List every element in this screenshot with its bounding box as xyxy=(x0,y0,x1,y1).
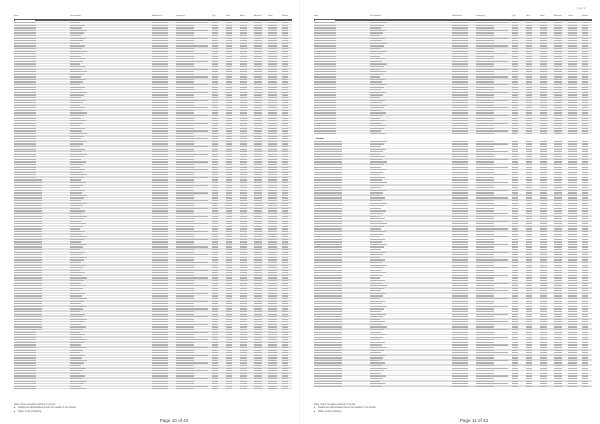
table-cell xyxy=(314,386,342,387)
footnote-line: Details are abbreviated where the header is not shown. xyxy=(314,406,377,409)
column-header: Item xyxy=(314,15,319,17)
table-row xyxy=(314,385,592,388)
table-cell xyxy=(152,388,168,389)
column-header: Status xyxy=(282,15,289,17)
table-cell xyxy=(14,388,36,389)
footnote-line: Note: Some remarks prefixed in the list xyxy=(314,403,356,406)
column-header: Unit xyxy=(226,15,230,17)
table-cell xyxy=(240,388,247,389)
bullet-icon xyxy=(314,411,315,412)
page-number: Page 10 of 42 xyxy=(159,418,189,423)
footnote-line: Details are abbreviated where the header is not shown. xyxy=(14,406,77,409)
table-cell xyxy=(226,388,232,389)
table-cell xyxy=(370,386,382,387)
bullet-icon xyxy=(14,407,15,408)
table-cell xyxy=(70,388,86,389)
page-footnotes xyxy=(314,403,377,413)
column-header: Description xyxy=(70,15,81,17)
data-table-left xyxy=(14,15,292,390)
page-number: Page 11 of 42 xyxy=(459,418,489,423)
table-cell xyxy=(540,386,547,387)
table-rows xyxy=(14,19,292,390)
column-header: Description xyxy=(370,15,381,17)
bullet-icon xyxy=(314,407,315,408)
footnote-line: Refer to the full listing. xyxy=(314,410,377,413)
column-header: Category xyxy=(176,15,185,17)
table-cell xyxy=(212,388,218,389)
column-header: Qty xyxy=(512,15,516,17)
table-cell xyxy=(554,386,562,387)
footnote-line: Refer to the full listing. xyxy=(14,410,77,413)
column-header: Reference xyxy=(152,15,163,17)
table-cell xyxy=(452,386,468,387)
column-header: Rate xyxy=(240,15,245,17)
table-row xyxy=(14,388,292,391)
table-cell xyxy=(268,388,277,389)
column-header: Unit xyxy=(526,15,530,17)
table-cell xyxy=(512,386,518,387)
page-footnotes xyxy=(14,403,77,413)
column-header: Date xyxy=(568,15,573,17)
table-rows xyxy=(314,19,592,388)
data-table-right xyxy=(314,15,592,388)
bullet-icon xyxy=(14,411,15,412)
column-header: Item xyxy=(14,15,19,17)
column-header: Amount xyxy=(254,15,262,17)
table-cell xyxy=(476,386,494,387)
footnote-line: Note: Some remarks prefixed in the list xyxy=(14,403,56,406)
column-header: Date xyxy=(268,15,273,17)
table-cell xyxy=(526,386,532,387)
top-mark: Page 11 xyxy=(576,7,586,10)
column-header: Status xyxy=(582,15,589,17)
column-header: Qty xyxy=(212,15,216,17)
page-right xyxy=(300,0,600,424)
table-cell xyxy=(176,388,194,389)
column-header: Category xyxy=(476,15,485,17)
group-label: Section xyxy=(316,137,324,140)
column-header: Amount xyxy=(554,15,562,17)
table-cell xyxy=(254,388,262,389)
column-header: Reference xyxy=(452,15,463,17)
table-cell xyxy=(568,386,577,387)
column-header: Rate xyxy=(540,15,545,17)
table-cell xyxy=(582,386,588,387)
table-cell xyxy=(282,388,288,389)
